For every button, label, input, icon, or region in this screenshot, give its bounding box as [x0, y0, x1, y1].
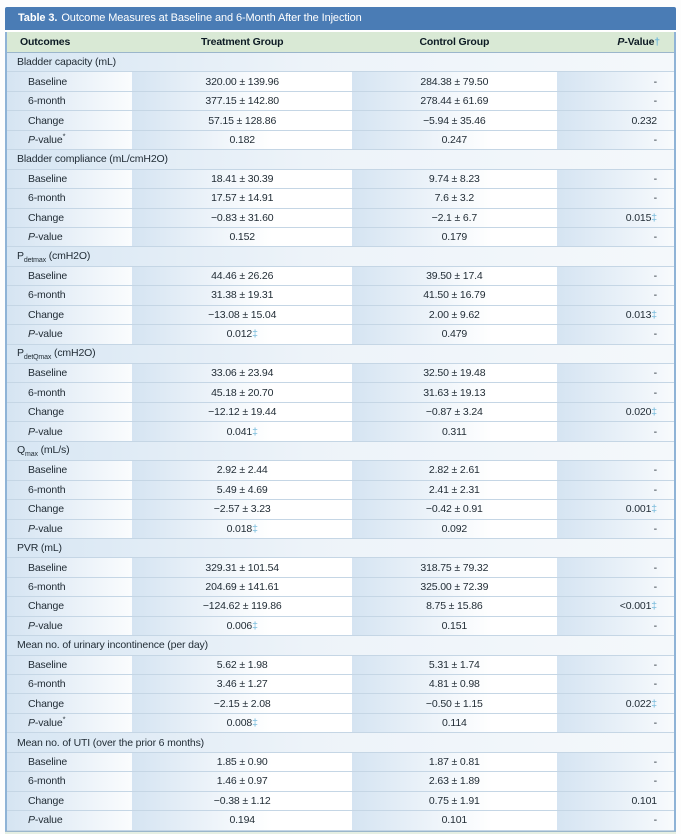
- p-value: -: [557, 72, 675, 91]
- treatment-value: 18.41 ± 30.39: [132, 169, 352, 188]
- row-label: P-value*: [6, 130, 132, 149]
- table-row: [6, 675, 675, 694]
- treatment-value: 0.012‡: [132, 325, 352, 344]
- control-value: 2.82 ± 2.61: [352, 461, 557, 480]
- treatment-value: 5.49 ± 4.69: [132, 480, 352, 499]
- row-label: Change: [6, 305, 132, 324]
- p-value: -: [557, 577, 675, 596]
- table-row: [6, 286, 675, 305]
- section-header-row: [6, 538, 675, 557]
- table-row: [6, 72, 675, 91]
- p-value: -: [557, 325, 675, 344]
- treatment-value: 31.38 ± 19.31: [132, 286, 352, 305]
- treatment-value: 0.152: [132, 227, 352, 246]
- table-row: [6, 519, 675, 538]
- treatment-value: 3.46 ± 1.27: [132, 675, 352, 694]
- table-title: Outcome Measures at Baseline and 6-Month After the Injection: [61, 12, 362, 24]
- row-label: P-value: [6, 422, 132, 441]
- row-label: 6-month: [6, 577, 132, 596]
- section-header-row: [6, 441, 675, 460]
- table-row: [6, 364, 675, 383]
- col-header-p-value: P-Value†: [557, 32, 675, 53]
- p-value: -: [557, 286, 675, 305]
- row-label: P-value: [6, 811, 132, 830]
- p-value: -: [557, 189, 675, 208]
- control-value: 0.092: [352, 519, 557, 538]
- row-label: 6-month: [6, 383, 132, 402]
- control-value: 278.44 ± 61.69: [352, 91, 557, 110]
- table-row: [6, 227, 675, 246]
- p-value: <0.001‡: [557, 597, 675, 616]
- treatment-value: 0.194: [132, 811, 352, 830]
- table-row: [6, 811, 675, 830]
- control-value: 0.151: [352, 616, 557, 635]
- table-row: [6, 616, 675, 635]
- row-label: Baseline: [6, 461, 132, 480]
- row-label: Baseline: [6, 364, 132, 383]
- row-label: Baseline: [6, 752, 132, 771]
- table-row: [6, 480, 675, 499]
- control-value: 1.87 ± 0.81: [352, 752, 557, 771]
- table-body: [6, 53, 675, 831]
- row-label: Change: [6, 791, 132, 810]
- treatment-value: 33.06 ± 23.94: [132, 364, 352, 383]
- treatment-value: −2.15 ± 2.08: [132, 694, 352, 713]
- table-number: Table 3.: [18, 12, 58, 24]
- table-row: [6, 461, 675, 480]
- treatment-value: 45.18 ± 20.70: [132, 383, 352, 402]
- row-label: Change: [6, 500, 132, 519]
- control-value: −0.50 ± 1.15: [352, 694, 557, 713]
- section-title: $P_{detmax}$ (cmH2O): [6, 247, 675, 266]
- col-header-outcomes: Outcomes: [6, 32, 132, 53]
- table-row: [6, 772, 675, 791]
- row-label: Change: [6, 111, 132, 130]
- control-value: 8.75 ± 15.86: [352, 597, 557, 616]
- table-row: [6, 208, 675, 227]
- table-row: [6, 189, 675, 208]
- treatment-value: 320.00 ± 139.96: [132, 72, 352, 91]
- treatment-value: −12.12 ± 19.44: [132, 402, 352, 421]
- table-row: [6, 422, 675, 441]
- table-row: [6, 305, 675, 324]
- p-value: -: [557, 169, 675, 188]
- row-label: P-value*: [6, 713, 132, 732]
- col-header-treatment-group: Treatment Group: [132, 32, 352, 53]
- control-value: 4.81 ± 0.98: [352, 675, 557, 694]
- section-title: Mean no. of urinary incontinence (per day): [6, 636, 675, 655]
- table-title-bar: [5, 7, 676, 30]
- control-value: 0.75 ± 1.91: [352, 791, 557, 810]
- control-value: −2.1 ± 6.7: [352, 208, 557, 227]
- treatment-value: −2.57 ± 3.23: [132, 500, 352, 519]
- control-value: 2.00 ± 9.62: [352, 305, 557, 324]
- control-value: 41.50 ± 16.79: [352, 286, 557, 305]
- p-value: 0.013‡: [557, 305, 675, 324]
- control-value: 31.63 ± 19.13: [352, 383, 557, 402]
- table-row: [6, 500, 675, 519]
- column-header-row: [6, 32, 675, 53]
- p-value: -: [557, 655, 675, 674]
- table-row: [6, 169, 675, 188]
- control-value: −0.87 ± 3.24: [352, 402, 557, 421]
- table-row: [6, 402, 675, 421]
- row-label: 6-month: [6, 91, 132, 110]
- treatment-value: 0.006‡: [132, 616, 352, 635]
- section-header-row: [6, 247, 675, 266]
- table-bottom-border: [5, 831, 676, 834]
- treatment-value: −13.08 ± 15.04: [132, 305, 352, 324]
- treatment-value: 57.15 ± 128.86: [132, 111, 352, 130]
- p-value: -: [557, 519, 675, 538]
- treatment-value: 0.182: [132, 130, 352, 149]
- row-label: 6-month: [6, 189, 132, 208]
- section-header-row: [6, 344, 675, 363]
- table-row: [6, 597, 675, 616]
- control-value: 0.114: [352, 713, 557, 732]
- control-value: −5.94 ± 35.46: [352, 111, 557, 130]
- row-label: Change: [6, 208, 132, 227]
- p-value: 0.001‡: [557, 500, 675, 519]
- treatment-value: 1.85 ± 0.90: [132, 752, 352, 771]
- section-title: Bladder compliance (mL/cmH2O): [6, 150, 675, 169]
- p-value: 0.232: [557, 111, 675, 130]
- row-label: Baseline: [6, 558, 132, 577]
- control-value: 0.479: [352, 325, 557, 344]
- table-row: [6, 694, 675, 713]
- p-value: -: [557, 675, 675, 694]
- row-label: 6-month: [6, 675, 132, 694]
- control-value: 0.179: [352, 227, 557, 246]
- row-label: Baseline: [6, 72, 132, 91]
- treatment-value: −0.83 ± 31.60: [132, 208, 352, 227]
- treatment-value: −124.62 ± 119.86: [132, 597, 352, 616]
- control-value: 5.31 ± 1.74: [352, 655, 557, 674]
- treatment-value: −0.38 ± 1.12: [132, 791, 352, 810]
- treatment-value: 17.57 ± 14.91: [132, 189, 352, 208]
- dagger-footnote-marker: †: [654, 36, 660, 48]
- table-row: [6, 91, 675, 110]
- p-value: -: [557, 364, 675, 383]
- p-value: -: [557, 266, 675, 285]
- row-label: 6-month: [6, 286, 132, 305]
- section-header-row: [6, 733, 675, 752]
- section-title: $Q_{max}$ (mL/s): [6, 441, 675, 460]
- table-row: [6, 383, 675, 402]
- control-value: 2.63 ± 1.89: [352, 772, 557, 791]
- p-value: 0.101: [557, 791, 675, 810]
- row-label: P-value: [6, 325, 132, 344]
- section-header-row: [6, 53, 675, 72]
- table-row: [6, 713, 675, 732]
- p-value: -: [557, 616, 675, 635]
- control-value: −0.42 ± 0.91: [352, 500, 557, 519]
- p-value: -: [557, 91, 675, 110]
- treatment-value: 44.46 ± 26.26: [132, 266, 352, 285]
- row-label: Change: [6, 694, 132, 713]
- row-label: P-value: [6, 227, 132, 246]
- treatment-value: 5.62 ± 1.98: [132, 655, 352, 674]
- table-row: [6, 791, 675, 810]
- table-3-card: [5, 7, 676, 834]
- row-label: Baseline: [6, 266, 132, 285]
- treatment-value: 0.008‡: [132, 713, 352, 732]
- section-header-row: [6, 636, 675, 655]
- control-value: 0.247: [352, 130, 557, 149]
- p-value: 0.022‡: [557, 694, 675, 713]
- p-value: -: [557, 772, 675, 791]
- section-title: PVR (mL): [6, 538, 675, 557]
- control-value: 39.50 ± 17.4: [352, 266, 557, 285]
- table-row: [6, 752, 675, 771]
- col-header-control-group: Control Group: [352, 32, 557, 53]
- control-value: 32.50 ± 19.48: [352, 364, 557, 383]
- treatment-value: 0.018‡: [132, 519, 352, 538]
- section-title: $P_{detQmax}$ (cmH2O): [6, 344, 675, 363]
- p-value: -: [557, 811, 675, 830]
- table-row: [6, 266, 675, 285]
- treatment-value: 2.92 ± 2.44: [132, 461, 352, 480]
- table-row: [6, 558, 675, 577]
- treatment-value: 377.15 ± 142.80: [132, 91, 352, 110]
- control-value: 284.38 ± 79.50: [352, 72, 557, 91]
- row-label: P-value: [6, 519, 132, 538]
- p-value: -: [557, 752, 675, 771]
- treatment-value: 1.46 ± 0.97: [132, 772, 352, 791]
- p-value: -: [557, 713, 675, 732]
- row-label: P-value: [6, 616, 132, 635]
- row-label: 6-month: [6, 480, 132, 499]
- table-row: [6, 111, 675, 130]
- row-label: Change: [6, 402, 132, 421]
- control-value: 2.41 ± 2.31: [352, 480, 557, 499]
- control-value: 325.00 ± 72.39: [352, 577, 557, 596]
- table-row: [6, 655, 675, 674]
- p-value: -: [557, 422, 675, 441]
- section-header-row: [6, 150, 675, 169]
- p-value: 0.020‡: [557, 402, 675, 421]
- p-value: -: [557, 558, 675, 577]
- control-value: 0.101: [352, 811, 557, 830]
- p-value: 0.015‡: [557, 208, 675, 227]
- row-label: 6-month: [6, 772, 132, 791]
- p-value: -: [557, 461, 675, 480]
- outcomes-table: [5, 32, 676, 831]
- row-label: Baseline: [6, 169, 132, 188]
- row-label: Change: [6, 597, 132, 616]
- p-value: -: [557, 480, 675, 499]
- treatment-value: 329.31 ± 101.54: [132, 558, 352, 577]
- treatment-value: 204.69 ± 141.61: [132, 577, 352, 596]
- p-value: -: [557, 130, 675, 149]
- control-value: 9.74 ± 8.23: [352, 169, 557, 188]
- section-title: Mean no. of UTI (over the prior 6 months): [6, 733, 675, 752]
- control-value: 318.75 ± 79.32: [352, 558, 557, 577]
- treatment-value: 0.041‡: [132, 422, 352, 441]
- table-row: [6, 325, 675, 344]
- p-value: -: [557, 227, 675, 246]
- p-value: -: [557, 383, 675, 402]
- control-value: 7.6 ± 3.2: [352, 189, 557, 208]
- control-value: 0.311: [352, 422, 557, 441]
- table-row: [6, 577, 675, 596]
- section-title: Bladder capacity (mL): [6, 53, 675, 72]
- table-row: [6, 130, 675, 149]
- row-label: Baseline: [6, 655, 132, 674]
